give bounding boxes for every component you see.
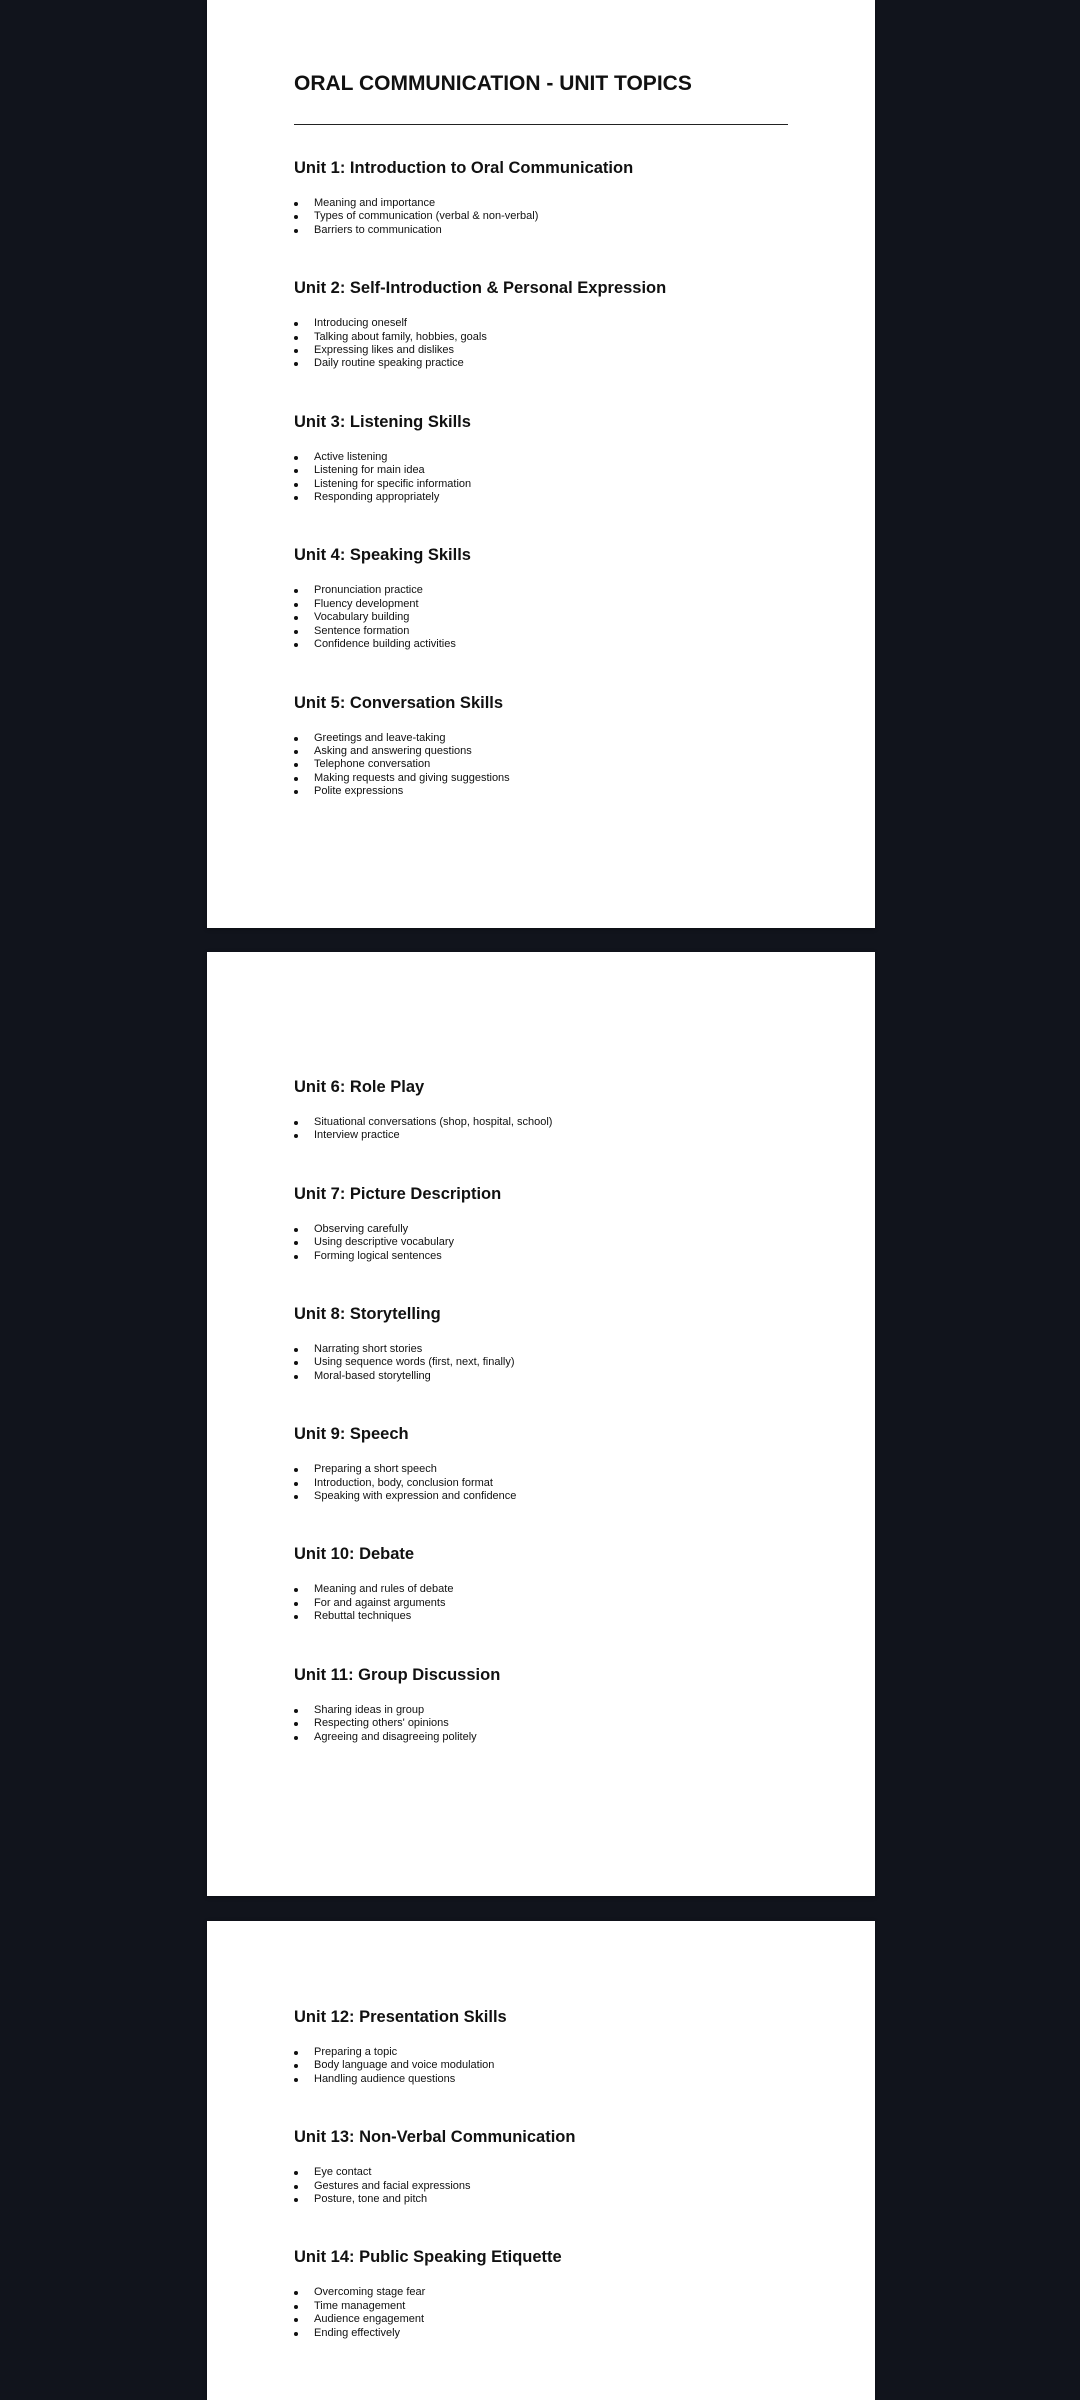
topic-item	[294, 2166, 788, 2179]
unit-title: Unit 5: Conversation Skills	[294, 693, 504, 712]
unit-section	[294, 157, 788, 237]
bullet-icon	[294, 1241, 298, 1245]
topic-list	[294, 2166, 788, 2206]
topic-item	[294, 197, 788, 210]
topic-text: Narrating short stories	[314, 1343, 423, 1356]
topic-item	[294, 2193, 788, 2206]
unit-section	[294, 1543, 788, 1623]
topic-item	[294, 745, 788, 758]
unit-title: Unit 12: Presentation Skills	[294, 2008, 507, 2026]
unit-title: Unit 4: Speaking Skills	[294, 546, 471, 565]
unit-title: Unit 7: Picture Description	[294, 1184, 502, 1203]
unit-section	[294, 2126, 788, 2206]
topic-text: Respecting others' opinions	[314, 1717, 449, 1730]
topic-item	[294, 331, 788, 344]
bullet-icon	[294, 603, 298, 607]
topic-list	[294, 197, 788, 237]
topic-item	[294, 1731, 788, 1744]
topic-text: Vocabulary building	[314, 611, 410, 624]
topic-text: Listening for specific information	[314, 477, 472, 490]
topic-text: Meaning and rules of debate	[314, 1583, 454, 1596]
unit-title: Unit 3: Listening Skills	[294, 412, 471, 431]
topic-list	[294, 1343, 788, 1383]
bullet-icon	[294, 1468, 298, 1472]
bullet-icon	[294, 496, 298, 500]
topic-item	[294, 1490, 788, 1503]
bullet-icon	[294, 1482, 298, 1486]
units-container	[294, 2006, 788, 2340]
topic-list	[294, 2286, 788, 2340]
topic-item	[294, 638, 788, 651]
unit-section	[294, 1183, 788, 1263]
topic-item	[294, 2327, 788, 2340]
topic-item	[294, 2059, 788, 2072]
topic-text: Introducing oneself	[314, 317, 407, 330]
topic-text: Pronunciation practice	[314, 584, 423, 597]
topic-item	[294, 1343, 788, 1356]
bullet-icon	[294, 2185, 298, 2189]
topic-list	[294, 451, 788, 505]
bullet-icon	[294, 1736, 298, 1740]
bullet-icon	[294, 589, 298, 593]
topic-text: Gestures and facial expressions	[314, 2179, 471, 2192]
topic-text: Forming logical sentences	[314, 1249, 442, 1262]
topic-item	[294, 210, 788, 223]
bullet-icon	[294, 763, 298, 767]
topic-text: Telephone conversation	[314, 758, 431, 771]
topic-item	[294, 1223, 788, 1236]
bullet-icon	[294, 630, 298, 634]
topic-item	[294, 1463, 788, 1476]
topic-list	[294, 317, 788, 371]
bullet-icon	[294, 2078, 298, 2082]
bullet-icon	[294, 2305, 298, 2309]
topic-item	[294, 464, 788, 477]
document-title: ORAL COMMUNICATION - UNIT TOPICS	[294, 72, 692, 95]
bullet-icon	[294, 1121, 298, 1125]
topic-item	[294, 1477, 788, 1490]
topic-text: Posture, tone and pitch	[314, 2193, 428, 2206]
topic-item	[294, 1236, 788, 1249]
bullet-icon	[294, 322, 298, 326]
bullet-icon	[294, 336, 298, 340]
unit-section	[294, 1303, 788, 1383]
topic-item	[294, 1250, 788, 1263]
topic-list	[294, 1116, 788, 1143]
topic-text: Time management	[314, 2299, 406, 2312]
topic-item	[294, 625, 788, 638]
topic-text: Handling audience questions	[314, 2072, 456, 2085]
bullet-icon	[294, 215, 298, 219]
page-3	[207, 1921, 875, 2400]
bullet-icon	[294, 1709, 298, 1713]
topic-item	[294, 1704, 788, 1717]
topic-list	[294, 584, 788, 651]
topic-text: Introduction, body, conclusion format	[314, 1476, 493, 1489]
topic-text: Daily routine speaking practice	[314, 357, 464, 370]
bullet-icon	[294, 456, 298, 460]
topic-item	[294, 344, 788, 357]
topic-text: Making requests and giving suggestions	[314, 771, 510, 784]
unit-title: Unit 8: Storytelling	[294, 1305, 441, 1324]
unit-title: Unit 1: Introduction to Oral Communication	[294, 159, 634, 177]
topic-text: Observing carefully	[314, 1222, 409, 1235]
bullet-icon	[294, 229, 298, 233]
topic-text: Moral-based storytelling	[314, 1369, 431, 1382]
unit-title: Unit 6: Role Play	[294, 1078, 425, 1096]
topic-list	[294, 1704, 788, 1744]
bullet-icon	[294, 1375, 298, 1379]
topic-item	[294, 2286, 788, 2299]
bullet-icon	[294, 1361, 298, 1365]
topic-text: Interview practice	[314, 1129, 400, 1142]
unit-title: Unit 14: Public Speaking Etiquette	[294, 2248, 562, 2267]
title-divider	[294, 124, 788, 125]
topic-item	[294, 1597, 788, 1610]
topic-text: Active listening	[314, 450, 388, 463]
bullet-icon	[294, 1495, 298, 1499]
topic-item	[294, 357, 788, 370]
units-container	[294, 1076, 788, 1744]
topic-item	[294, 772, 788, 785]
bullet-icon	[294, 1588, 298, 1592]
bullet-icon	[294, 777, 298, 781]
topic-text: Eye contact	[314, 2166, 372, 2179]
topic-item	[294, 2073, 788, 2086]
topic-text: Meaning and importance	[314, 197, 436, 209]
bullet-icon	[294, 1348, 298, 1352]
topic-text: Speaking with expression and confidence	[314, 1490, 517, 1503]
topic-item	[294, 785, 788, 798]
topic-text: Fluency development	[314, 597, 419, 610]
topic-text: Situational conversations (shop, hospital, school)	[314, 1116, 553, 1128]
bullet-icon	[294, 469, 298, 473]
topic-item	[294, 2313, 788, 2326]
topic-text: Agreeing and disagreeing politely	[314, 1730, 477, 1743]
topic-item	[294, 1583, 788, 1596]
topic-item	[294, 584, 788, 597]
topic-item	[294, 1610, 788, 1623]
unit-section	[294, 1664, 788, 1744]
unit-section	[294, 1076, 788, 1143]
unit-title: Unit 2: Self-Introduction & Personal Expression	[294, 279, 667, 298]
topic-text: Responding appropriately	[314, 491, 440, 504]
topic-text: Preparing a short speech	[314, 1463, 437, 1476]
bullet-icon	[294, 1615, 298, 1619]
bullet-icon	[294, 643, 298, 647]
bullet-icon	[294, 2171, 298, 2175]
unit-title: Unit 10: Debate	[294, 1545, 415, 1564]
bullet-icon	[294, 750, 298, 754]
bullet-icon	[294, 737, 298, 741]
topic-text: Expressing likes and dislikes	[314, 344, 455, 357]
bullet-icon	[294, 2332, 298, 2336]
topic-text: Rebuttal techniques	[314, 1610, 412, 1623]
topic-list	[294, 2046, 788, 2086]
page-1	[207, 0, 875, 928]
bullet-icon	[294, 1602, 298, 1606]
page-2	[207, 952, 875, 1896]
bullet-icon	[294, 1134, 298, 1138]
topic-text: Overcoming stage fear	[314, 2286, 426, 2299]
topic-item	[294, 224, 788, 237]
unit-title: Unit 13: Non-Verbal Communication	[294, 2128, 576, 2147]
unit-section	[294, 1423, 788, 1503]
bullet-icon	[294, 2291, 298, 2295]
units-container	[294, 157, 788, 799]
topic-text: Barriers to communication	[314, 223, 442, 236]
topic-text: Using descriptive vocabulary	[314, 1236, 455, 1249]
topic-text: Body language and voice modulation	[314, 2059, 495, 2072]
bullet-icon	[294, 2064, 298, 2068]
topic-item	[294, 598, 788, 611]
bullet-icon	[294, 349, 298, 353]
unit-section	[294, 277, 788, 371]
topic-item	[294, 491, 788, 504]
bullet-icon	[294, 362, 298, 366]
topic-text: Talking about family, hobbies, goals	[314, 330, 487, 343]
topic-text: Polite expressions	[314, 785, 404, 798]
unit-section	[294, 2006, 788, 2086]
topic-item	[294, 1116, 788, 1129]
topic-text: Using sequence words (first, next, finally)	[314, 1356, 515, 1369]
bullet-icon	[294, 483, 298, 487]
unit-section	[294, 411, 788, 505]
unit-section	[294, 692, 788, 799]
bullet-icon	[294, 1255, 298, 1259]
topic-item	[294, 2300, 788, 2313]
topic-item	[294, 1129, 788, 1142]
topic-text: Greetings and leave-taking	[314, 731, 446, 744]
topic-item	[294, 317, 788, 330]
topic-item	[294, 611, 788, 624]
unit-section	[294, 544, 788, 651]
topic-item	[294, 451, 788, 464]
topic-list	[294, 1463, 788, 1503]
topic-item	[294, 2180, 788, 2193]
topic-text: Listening for main idea	[314, 464, 425, 477]
topic-list	[294, 1583, 788, 1623]
topic-list	[294, 732, 788, 799]
topic-item	[294, 1717, 788, 1730]
topic-text: Types of communication (verbal & non-verbal)	[314, 210, 539, 223]
topic-item	[294, 758, 788, 771]
bullet-icon	[294, 1722, 298, 1726]
topic-item	[294, 1370, 788, 1383]
topic-item	[294, 2046, 788, 2059]
topic-text: Confidence building activities	[314, 638, 456, 651]
bullet-icon	[294, 616, 298, 620]
topic-item	[294, 1356, 788, 1369]
topic-text: Audience engagement	[314, 2313, 425, 2326]
topic-item	[294, 478, 788, 491]
unit-section	[294, 2246, 788, 2340]
bullet-icon	[294, 2198, 298, 2202]
bullet-icon	[294, 2318, 298, 2322]
topic-item	[294, 732, 788, 745]
unit-title: Unit 9: Speech	[294, 1425, 409, 1444]
topic-text: Sharing ideas in group	[314, 1703, 425, 1716]
unit-title: Unit 11: Group Discussion	[294, 1665, 501, 1684]
bullet-icon	[294, 790, 298, 794]
topic-text: Preparing a topic	[314, 2046, 398, 2058]
bullet-icon	[294, 2051, 298, 2055]
bullet-icon	[294, 1228, 298, 1232]
topic-text: Ending effectively	[314, 2326, 401, 2339]
topic-text: For and against arguments	[314, 1596, 446, 1609]
topic-text: Asking and answering questions	[314, 744, 472, 757]
topic-text: Sentence formation	[314, 624, 410, 637]
topic-list	[294, 1223, 788, 1263]
bullet-icon	[294, 202, 298, 206]
